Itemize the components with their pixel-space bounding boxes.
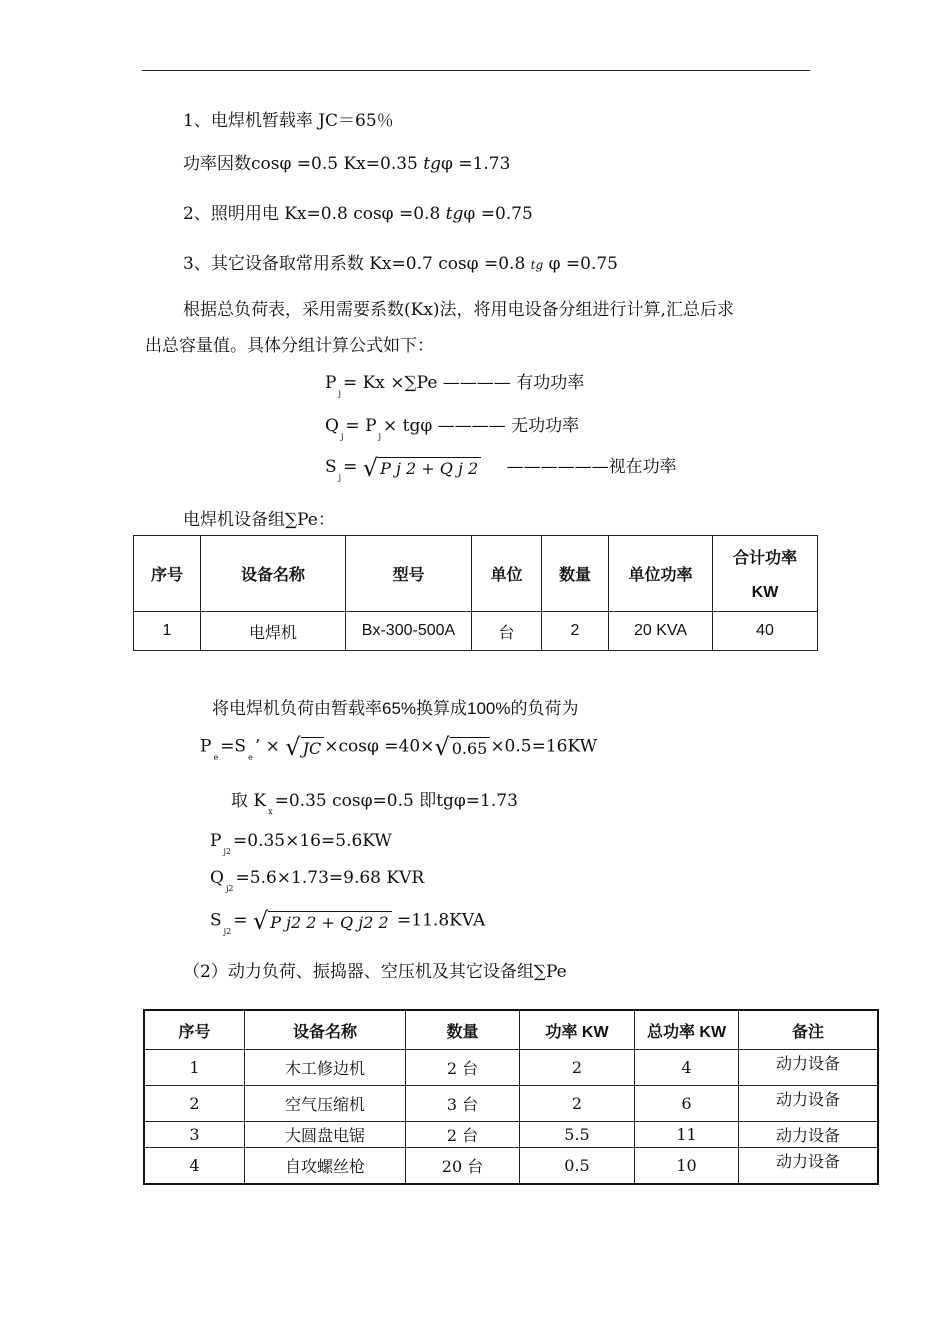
power-equipment-table — [143, 1009, 879, 1185]
calc-pj2: $P_{j2}=0.35\times 16=5.6KW$ — [210, 831, 392, 856]
cell: 动力设备 — [739, 1148, 879, 1184]
cell: 20 台 — [406, 1148, 520, 1184]
cell: 10 — [635, 1148, 739, 1184]
col-name: 设备名称 — [201, 536, 346, 612]
cell: 1 — [144, 1050, 245, 1086]
cell: 3 台 — [406, 1086, 520, 1122]
calc-intro: 将电焊机负荷由暂载率65%换算成100%的负荷为 — [212, 699, 579, 718]
table-header-row — [134, 536, 818, 612]
table-row — [144, 1050, 878, 1086]
sqrt-jc: √ JC — [285, 733, 324, 761]
cell: 自攻螺丝枪 — [245, 1148, 406, 1184]
cell: 0.5 — [520, 1148, 635, 1184]
cell: 2 台 — [406, 1122, 520, 1148]
formula-qj: $Q_j= P_j\times tg\varphi$ ———— 无功功率 — [325, 416, 580, 441]
cell: 40 — [713, 612, 818, 651]
col-qty: 数量 — [406, 1010, 520, 1050]
cell: 电焊机 — [201, 612, 346, 651]
cell: 2 — [144, 1086, 245, 1122]
cell: 6 — [635, 1086, 739, 1122]
line-other-equipment: 3、其它设备取常用系数 Kx=0.7 cosφ =0.8 tg φ =0.75 — [183, 254, 618, 274]
paragraph-line-1: 根据总负荷表，采用需要系数(Kx)法，将用电设备分组进行计算,汇总后求 — [183, 300, 734, 320]
col-qty: 数量 — [542, 536, 609, 612]
calc-qj2: $Q_{j2}=5.6\times 1.73=9.68$ KVR — [210, 868, 425, 893]
col-index: 序号 — [144, 1010, 245, 1050]
table-row — [134, 612, 818, 651]
line-power-factor: 功率因数cosφ =0.5 Kx=0.35 tgφ =1.73 — [183, 154, 511, 174]
table-row — [144, 1148, 878, 1184]
formula-pj: $P_j= Kx \times\sum Pe$ ———— 有功功率 — [325, 373, 585, 398]
cell: 台 — [472, 612, 542, 651]
cell: 动力设备 — [739, 1122, 879, 1148]
cell: 2 台 — [406, 1050, 520, 1086]
col-total-power: 合计功率 KW — [713, 536, 818, 612]
col-power: 功率 KW — [520, 1010, 635, 1050]
cell: 3 — [144, 1122, 245, 1148]
line-lighting: 2、照明用电 Kx=0.8 cosφ =0.8 tgφ =0.75 — [183, 204, 533, 224]
paragraph-line-2: 出总容量值。具体分组计算公式如下： — [145, 336, 434, 356]
cell: 20 KVA — [609, 612, 713, 651]
cell: 11 — [635, 1122, 739, 1148]
calc-sj2: $S_{j2}=$ √ P j2 2 + Q j2 2 =11.8KVA — [210, 907, 486, 936]
header-rule — [142, 70, 810, 71]
sqrt-065: √ 0.65 — [434, 733, 490, 761]
group1-title: 电焊机设备组∑Pe： — [183, 510, 335, 530]
cell: 空气压缩机 — [245, 1086, 406, 1122]
table-row — [144, 1122, 878, 1148]
col-model: 型号 — [346, 536, 472, 612]
cell: 动力设备 — [739, 1050, 879, 1086]
formula-sj: $S_j=$ √ P j 2 + Q j 2 ——————视在功率 — [325, 453, 677, 482]
cell: 5.5 — [520, 1122, 635, 1148]
sqrt-expression: √ P j 2 + Q j 2 — [363, 454, 481, 482]
calc-kx: 取 $K_x=0.35$ cosφ=0.5 即tgφ=1.73 — [231, 791, 518, 816]
sqrt-sj2: √ P j2 2 + Q j2 2 — [253, 907, 392, 935]
cell: 4 — [635, 1050, 739, 1086]
col-unit: 单位 — [472, 536, 542, 612]
table-header-row — [144, 1010, 878, 1050]
cell: 大圆盘电锯 — [245, 1122, 406, 1148]
col-note: 备注 — [739, 1010, 879, 1050]
calc-pe: $P_e=S_e$’ × √ JC ×cosφ =40×√ 0.65 ×0.5=16KW — [200, 733, 598, 762]
table-row — [144, 1086, 878, 1122]
cell: 动力设备 — [739, 1086, 879, 1122]
col-total-power: 总功率 KW — [635, 1010, 739, 1050]
cell: 2 — [542, 612, 609, 651]
cell: 4 — [144, 1148, 245, 1184]
group2-title: （2）动力负荷、振捣器、空压机及其它设备组∑Pe — [183, 962, 567, 982]
col-index: 序号 — [134, 536, 201, 612]
cell: Bx-300-500A — [346, 612, 472, 651]
cell: 1 — [134, 612, 201, 651]
welder-table — [133, 535, 818, 651]
cell: 木工修边机 — [245, 1050, 406, 1086]
cell: 2 — [520, 1086, 635, 1122]
cell: 2 — [520, 1050, 635, 1086]
line-jc: 1、电焊机暂载率 JC＝65％ — [183, 111, 394, 131]
col-name: 设备名称 — [245, 1010, 406, 1050]
col-unit-power: 单位功率 — [609, 536, 713, 612]
